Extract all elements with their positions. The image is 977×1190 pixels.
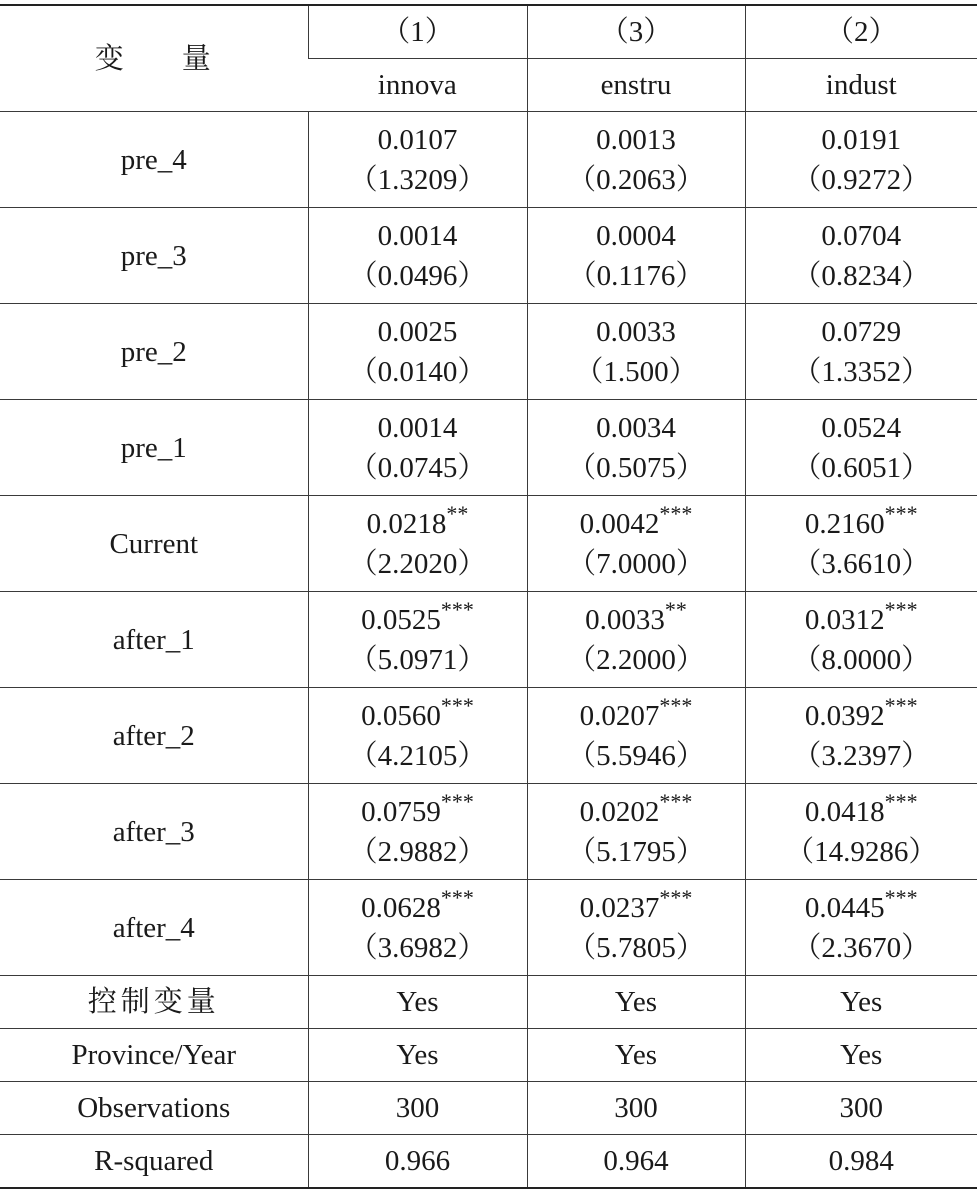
t-statistic: （0.6051） bbox=[792, 451, 931, 484]
estimate-cell bbox=[308, 208, 527, 304]
coefficient-line bbox=[528, 216, 745, 256]
t-statistic: （3.6610） bbox=[792, 547, 931, 580]
coefficient: 0.0014 bbox=[377, 219, 458, 252]
coefficient: 0.0207 bbox=[579, 699, 660, 732]
coefficient: 0.0729 bbox=[821, 315, 902, 348]
coefficient: 0.0004 bbox=[596, 219, 676, 252]
t-statistic: （8.0000） bbox=[792, 643, 931, 676]
coefficient: 0.0013 bbox=[596, 123, 676, 156]
stat-cell: 300 bbox=[308, 1082, 527, 1135]
coefficient: 0.0525 bbox=[361, 603, 441, 636]
variable-header: 变 量 bbox=[94, 42, 213, 75]
table-row bbox=[0, 208, 977, 304]
estimate-cell bbox=[527, 592, 745, 688]
t-statistic: （5.5946） bbox=[567, 739, 705, 772]
coefficient-line bbox=[309, 408, 527, 448]
t-statistic: （0.8234） bbox=[792, 259, 931, 292]
t-statistic: （0.0140） bbox=[348, 355, 487, 388]
coefficient-line bbox=[528, 788, 745, 832]
coefficient-line bbox=[528, 500, 745, 544]
row-variable-name: Province/Year bbox=[0, 1029, 308, 1082]
row-variable-name: after_1 bbox=[0, 592, 308, 688]
row-variable-name: Observations bbox=[0, 1082, 308, 1135]
stat-cell: Yes bbox=[527, 976, 745, 1029]
significance-stars: *** bbox=[440, 692, 474, 718]
stat-cell: Yes bbox=[308, 976, 527, 1029]
coefficient-line bbox=[746, 500, 977, 544]
row-variable-name: after_2 bbox=[0, 688, 308, 784]
coefficient: 0.0034 bbox=[596, 411, 676, 444]
t-statistic: （0.2063） bbox=[567, 163, 705, 196]
regression-table bbox=[0, 4, 977, 1189]
coefficient-line bbox=[746, 884, 977, 928]
t-statistic: （5.1795） bbox=[567, 835, 705, 868]
row-variable-name: pre_4 bbox=[0, 112, 308, 208]
t-statistic: （2.2020） bbox=[348, 547, 487, 580]
estimate-cell bbox=[745, 592, 977, 688]
significance-stars: *** bbox=[884, 788, 918, 814]
table-row bbox=[0, 1029, 977, 1082]
coefficient-line bbox=[746, 312, 977, 352]
coefficient-line bbox=[746, 788, 977, 832]
coefficient: 0.0560 bbox=[361, 699, 441, 732]
coefficient: 0.0418 bbox=[804, 795, 885, 828]
table-row bbox=[0, 880, 977, 976]
coefficient-line bbox=[309, 216, 527, 256]
significance-stars: *** bbox=[659, 692, 693, 718]
estimate-cell bbox=[308, 400, 527, 496]
row-variable-name: 控制变量 bbox=[0, 976, 308, 1029]
coefficient: 0.0033 bbox=[585, 603, 665, 636]
estimate-cell bbox=[745, 784, 977, 880]
estimate-cell bbox=[308, 496, 527, 592]
significance-stars: ** bbox=[664, 596, 687, 622]
row-variable-name: after_4 bbox=[0, 880, 308, 976]
estimate-cell bbox=[527, 208, 745, 304]
coefficient-line bbox=[309, 500, 527, 544]
significance-stars: *** bbox=[884, 692, 918, 718]
coefficient: 0.0312 bbox=[804, 603, 885, 636]
estimate-cell bbox=[527, 784, 745, 880]
coefficient: 0.0042 bbox=[579, 507, 660, 540]
coefficient-line bbox=[309, 596, 527, 640]
column-number-2: （3） bbox=[527, 5, 745, 59]
table-row bbox=[0, 1135, 977, 1189]
significance-stars: *** bbox=[884, 500, 918, 526]
significance-stars: *** bbox=[659, 500, 693, 526]
estimate-cell bbox=[308, 304, 527, 400]
coefficient-line bbox=[746, 692, 977, 736]
table-row bbox=[0, 112, 977, 208]
stat-cell: Yes bbox=[527, 1029, 745, 1082]
estimate-cell bbox=[527, 688, 745, 784]
coefficient-line bbox=[309, 788, 527, 832]
coefficient: 0.0704 bbox=[821, 219, 902, 252]
coefficient: 0.0025 bbox=[377, 315, 458, 348]
coefficient: 0.0107 bbox=[377, 123, 458, 156]
coefficient-line bbox=[528, 312, 745, 352]
header-row-numbers bbox=[0, 5, 977, 59]
significance-stars: *** bbox=[884, 596, 918, 622]
stat-cell: 0.964 bbox=[527, 1135, 745, 1189]
t-statistic: （2.3670） bbox=[792, 931, 931, 964]
estimate-cell bbox=[308, 592, 527, 688]
t-statistic: （3.6982） bbox=[348, 931, 487, 964]
significance-stars: *** bbox=[659, 884, 693, 910]
t-statistic: （0.5075） bbox=[567, 451, 705, 484]
coefficient: 0.0191 bbox=[821, 123, 902, 156]
estimate-cell bbox=[745, 400, 977, 496]
coefficient-line bbox=[528, 884, 745, 928]
coefficient-line bbox=[528, 408, 745, 448]
coefficient: 0.0237 bbox=[579, 891, 660, 924]
estimate-cell bbox=[745, 688, 977, 784]
significance-stars: *** bbox=[659, 788, 693, 814]
coefficient-line bbox=[746, 408, 977, 448]
coefficient: 0.0202 bbox=[579, 795, 660, 828]
stat-cell: Yes bbox=[308, 1029, 527, 1082]
estimate-cell bbox=[527, 112, 745, 208]
coefficient: 0.0524 bbox=[821, 411, 902, 444]
coefficient: 0.0218 bbox=[366, 507, 447, 540]
column-number-3: （2） bbox=[745, 5, 977, 59]
significance-stars: *** bbox=[440, 884, 474, 910]
table-row bbox=[0, 1082, 977, 1135]
coefficient-line bbox=[746, 596, 977, 640]
t-statistic: （0.9272） bbox=[792, 163, 931, 196]
coefficient-line bbox=[528, 596, 745, 640]
row-variable-name: after_3 bbox=[0, 784, 308, 880]
row-variable-name: pre_1 bbox=[0, 400, 308, 496]
stat-cell: Yes bbox=[745, 976, 977, 1029]
stat-cell: Yes bbox=[745, 1029, 977, 1082]
column-name-1: innova bbox=[308, 59, 527, 112]
coefficient: 0.0014 bbox=[377, 411, 458, 444]
coefficient: 0.0759 bbox=[361, 795, 441, 828]
t-statistic: （4.2105） bbox=[348, 739, 487, 772]
estimate-cell bbox=[745, 880, 977, 976]
column-name-3: indust bbox=[745, 59, 977, 112]
t-statistic: （1.3352） bbox=[792, 355, 931, 388]
estimate-cell bbox=[527, 400, 745, 496]
stat-cell: 0.966 bbox=[308, 1135, 527, 1189]
row-variable-name: pre_2 bbox=[0, 304, 308, 400]
coefficient-line bbox=[528, 120, 745, 160]
stat-cell: 0.984 bbox=[745, 1135, 977, 1189]
t-statistic: （0.1176） bbox=[567, 259, 705, 292]
t-statistic: （1.3209） bbox=[348, 163, 487, 196]
table-row bbox=[0, 496, 977, 592]
variable-header-cell bbox=[0, 5, 308, 112]
estimate-cell bbox=[308, 784, 527, 880]
estimate-cell bbox=[308, 880, 527, 976]
significance-stars: *** bbox=[440, 788, 474, 814]
coefficient: 0.2160 bbox=[804, 507, 885, 540]
significance-stars: *** bbox=[440, 596, 474, 622]
estimate-cell bbox=[745, 208, 977, 304]
estimate-cell bbox=[745, 112, 977, 208]
column-number-1: （1） bbox=[308, 5, 527, 59]
table-row bbox=[0, 688, 977, 784]
t-statistic: （7.0000） bbox=[567, 547, 705, 580]
stat-cell: 300 bbox=[527, 1082, 745, 1135]
t-statistic: （0.0745） bbox=[348, 451, 487, 484]
coefficient-line bbox=[746, 120, 977, 160]
column-name-2: enstru bbox=[527, 59, 745, 112]
coefficient-line bbox=[309, 692, 527, 736]
t-statistic: （5.0971） bbox=[348, 643, 487, 676]
coefficient: 0.0628 bbox=[361, 891, 441, 924]
estimate-cell bbox=[308, 112, 527, 208]
estimate-cell bbox=[527, 496, 745, 592]
estimate-cell bbox=[527, 304, 745, 400]
table-row bbox=[0, 400, 977, 496]
t-statistic: （0.0496） bbox=[348, 259, 487, 292]
estimate-cell bbox=[745, 304, 977, 400]
coefficient-line bbox=[309, 312, 527, 352]
t-statistic: （3.2397） bbox=[792, 739, 931, 772]
table-row bbox=[0, 976, 977, 1029]
t-statistic: （2.9882） bbox=[348, 835, 487, 868]
table-row bbox=[0, 784, 977, 880]
row-variable-name: pre_3 bbox=[0, 208, 308, 304]
stat-cell: 300 bbox=[745, 1082, 977, 1135]
row-variable-name: R-squared bbox=[0, 1135, 308, 1189]
coefficient: 0.0392 bbox=[804, 699, 885, 732]
coefficient-line bbox=[309, 120, 527, 160]
table-row bbox=[0, 304, 977, 400]
estimate-cell bbox=[308, 688, 527, 784]
estimate-cell bbox=[745, 496, 977, 592]
significance-stars: *** bbox=[884, 884, 918, 910]
coefficient-line bbox=[528, 692, 745, 736]
estimate-cell bbox=[527, 880, 745, 976]
row-variable-name: Current bbox=[0, 496, 308, 592]
t-statistic: （1.500） bbox=[574, 355, 698, 388]
table-row bbox=[0, 592, 977, 688]
t-statistic: （2.2000） bbox=[567, 643, 705, 676]
significance-stars: ** bbox=[446, 500, 469, 526]
t-statistic: （14.9286） bbox=[785, 835, 938, 868]
coefficient: 0.0033 bbox=[596, 315, 676, 348]
t-statistic: （5.7805） bbox=[567, 931, 705, 964]
coefficient-line bbox=[309, 884, 527, 928]
coefficient: 0.0445 bbox=[804, 891, 885, 924]
coefficient-line bbox=[746, 216, 977, 256]
